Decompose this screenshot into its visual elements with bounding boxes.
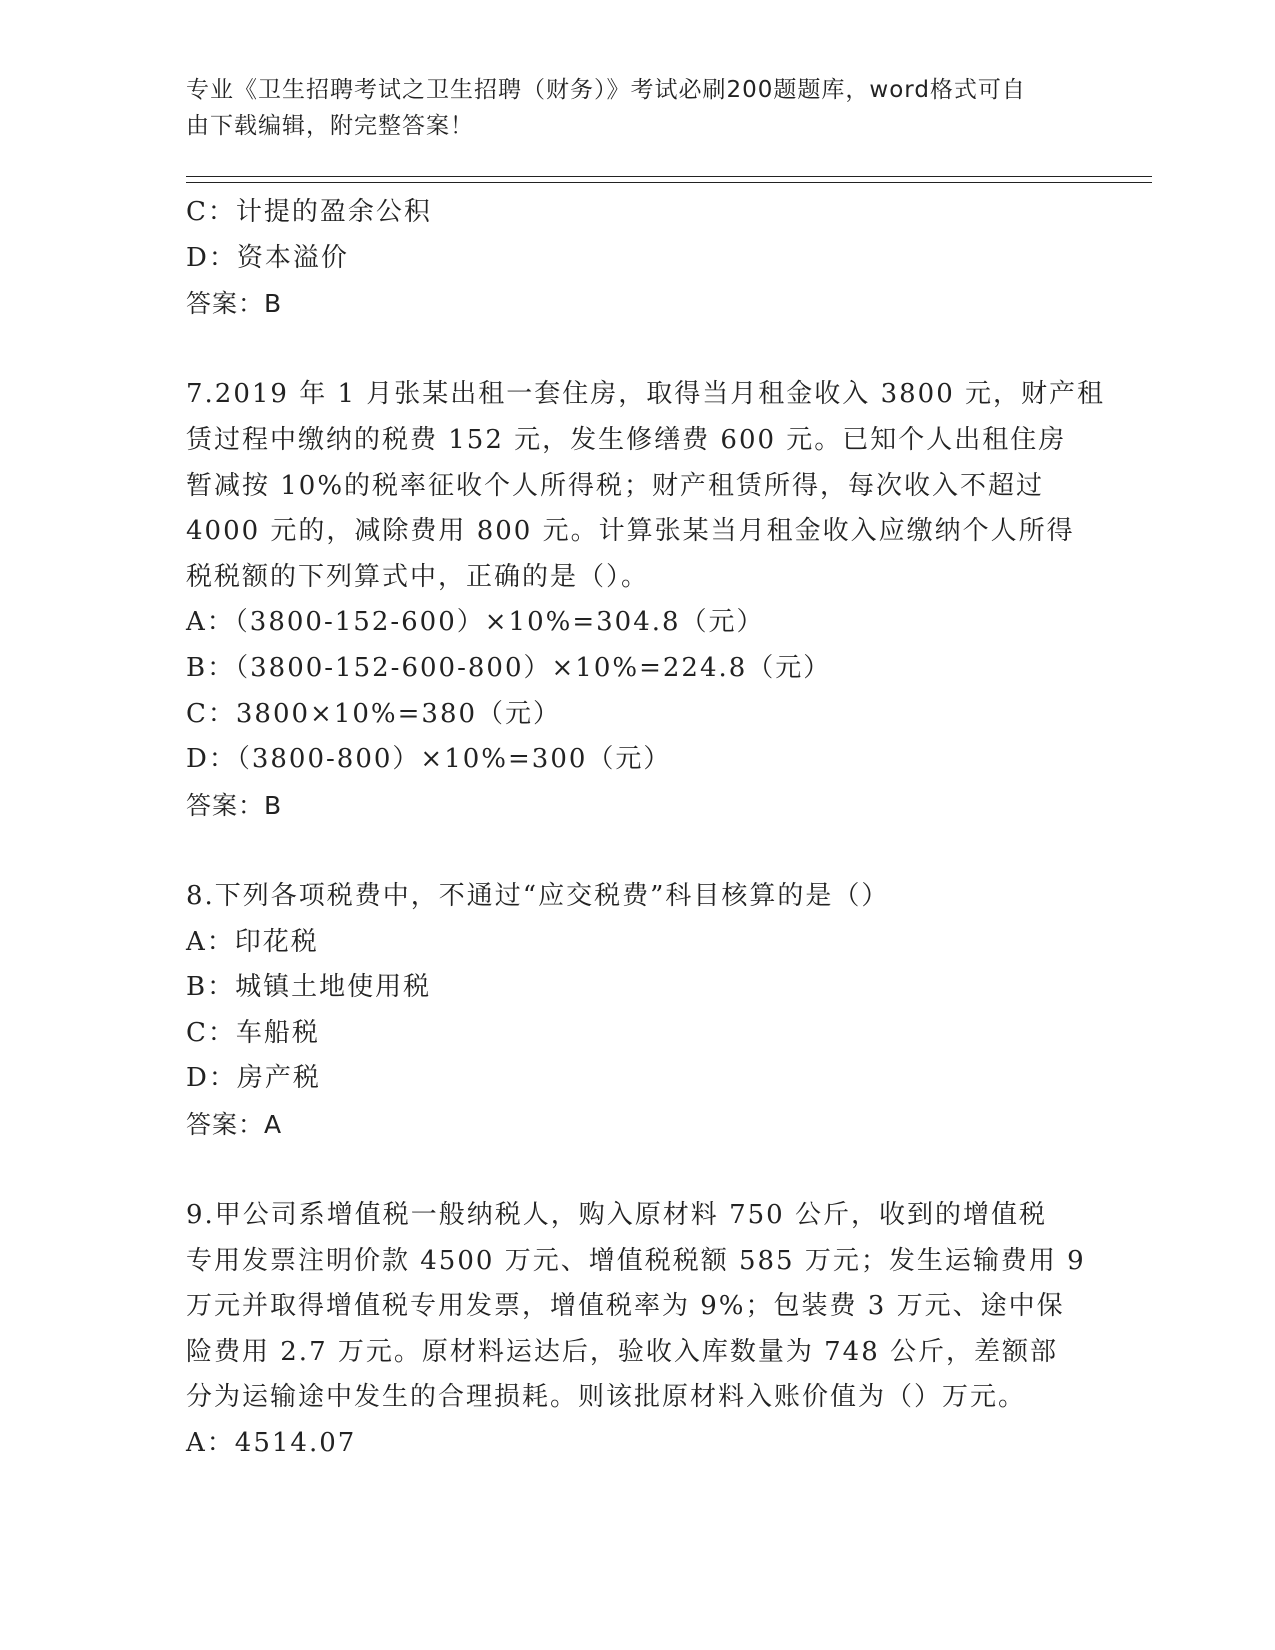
option-c: C：3800×10%=380（元） [186, 698, 562, 729]
answer-label: 答案：B [186, 790, 283, 820]
header-rule-bottom [186, 182, 1152, 183]
option-b: B：城镇土地使用税 [186, 972, 432, 1003]
question-9 [186, 1193, 1086, 1467]
question-text-line: 暂减按 10%的税率征收个人所得税；财产租赁所得，每次收入不超过 [186, 470, 1045, 501]
option-a: A：（3800-152-600）×10%=304.8（元） [186, 607, 765, 638]
question-text-line: 税税额的下列算式中，正确的是（）。 [186, 561, 650, 592]
spacer [186, 828, 1086, 874]
question-7 [186, 372, 1106, 828]
question-text-line: 赁过程中缴纳的税费 152 元，发生修缮费 600 元。已知个人出租住房 [186, 424, 1067, 455]
option-b: B：（3800-152-600-800）×10%=224.8（元） [186, 652, 832, 683]
question-text-line: 万元并取得增值税专用发票，增值税率为 9%；包装费 3 万元、途中保 [186, 1291, 1065, 1322]
option-d: D：房产税 [186, 1063, 321, 1094]
header-line-1: 专业《卫生招聘考试之卫生招聘（财务）》考试必刷200题题库，word格式可自 [186, 77, 1026, 103]
option-d: D：资本溢价 [186, 242, 349, 273]
question-text-line: 专用发票注明价款 4500 万元、增值税税额 585 万元；发生运输费用 9 [186, 1245, 1086, 1276]
document-body [186, 190, 1106, 1467]
question-text-line: 分为运输途中发生的合理损耗。则该批原材料入账价值为（）万元。 [186, 1382, 1027, 1413]
answer-label: 答案：B [186, 289, 283, 319]
spacer [186, 327, 1086, 373]
document-header [186, 72, 1066, 144]
spacer [186, 1147, 1086, 1193]
header-line-2: 由下载编辑，附完整答案！ [186, 113, 474, 139]
header-rule-top [186, 176, 1152, 177]
option-a: A：印花税 [186, 926, 319, 957]
option-d: D：（3800-800）×10%=300（元） [186, 744, 672, 775]
prev-question [186, 190, 1086, 327]
question-text-line: 7.2019 年 1 月张某出租一套住房，取得当月租金收入 3800 元，财产租 [186, 379, 1106, 410]
option-a: A：4514.07 [186, 1428, 357, 1459]
question-8 [186, 874, 1086, 1148]
question-text-line: 9.甲公司系增值税一般纳税人，购入原材料 750 公斤，收到的增值税 [186, 1200, 1047, 1231]
option-c: C：车船税 [186, 1017, 320, 1048]
option-c: C：计提的盈余公积 [186, 197, 432, 227]
answer-label: 答案：A [186, 1109, 283, 1139]
question-text-line: 险费用 2.7 万元。原材料运达后，验收入库数量为 748 公斤，差额部 [186, 1336, 1059, 1367]
question-text-line: 4000 元的，减除费用 800 元。计算张某当月租金收入应缴纳个人所得 [186, 516, 1075, 547]
question-text-line: 8.下列各项税费中，不通过“应交税费”科目核算的是（） [186, 880, 890, 911]
